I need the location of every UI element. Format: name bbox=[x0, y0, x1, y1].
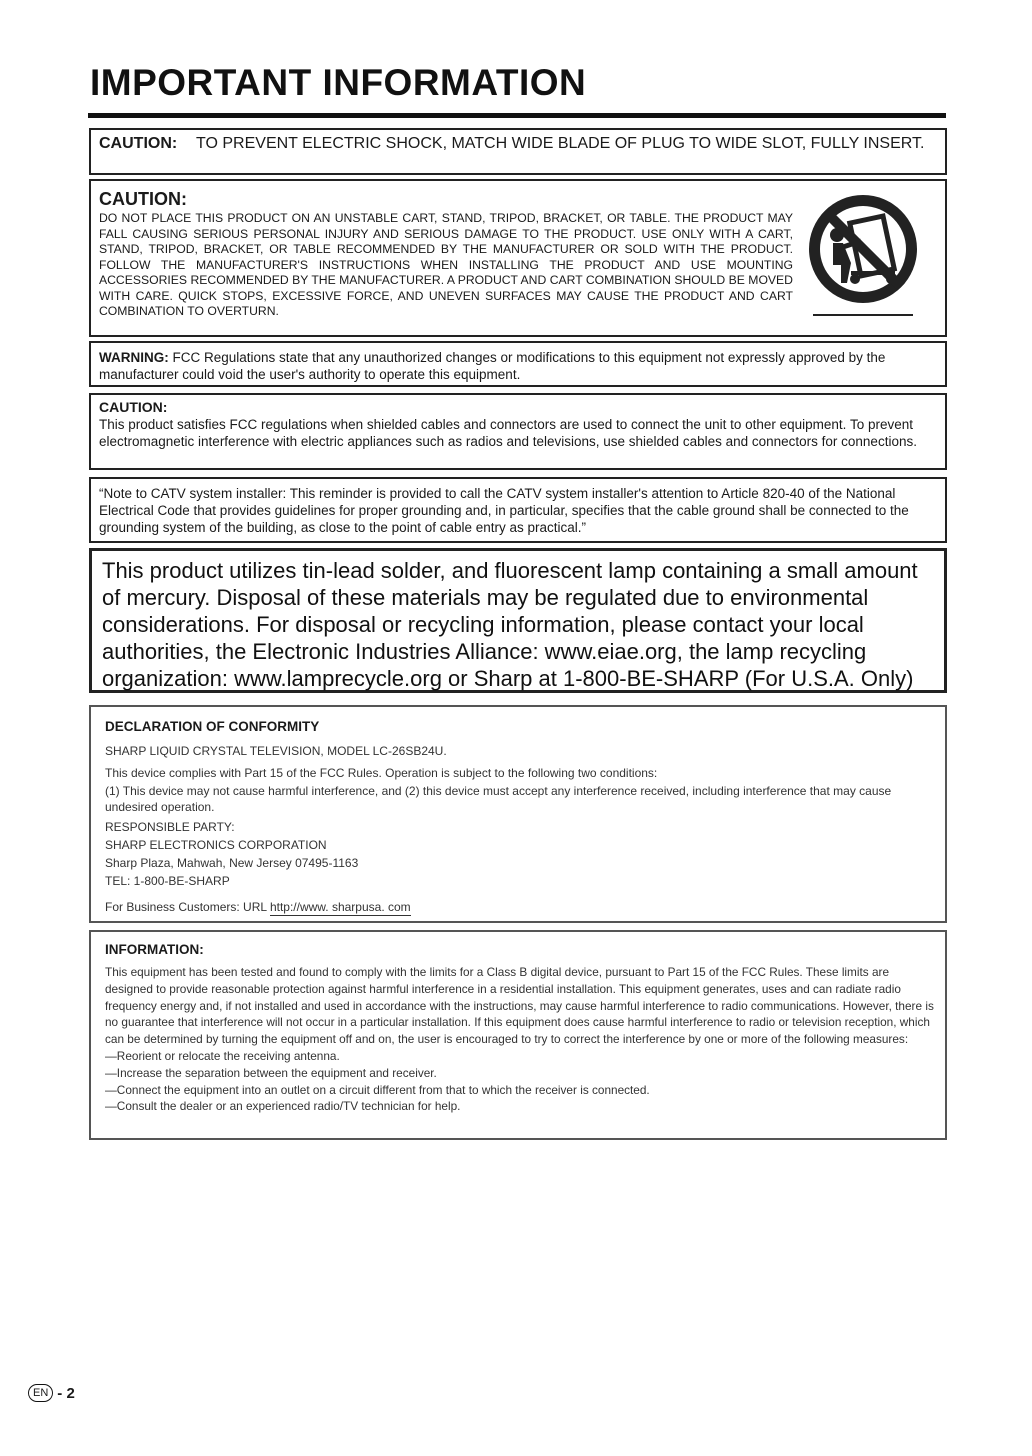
responsible-party-label: RESPONSIBLE PARTY: bbox=[105, 820, 235, 834]
caution-fcc-text: This product satisfies FCC regulations when shielded cables and connectors are used to connect the unit to other equipment. To prevent electromagnetic interference with electric appliances such as radios and televisions, use shielded cables and connectors for connections. bbox=[99, 417, 917, 449]
disposal-box bbox=[89, 548, 947, 693]
warning-box bbox=[89, 341, 947, 387]
declaration-heading: DECLARATION OF CONFORMITY bbox=[105, 719, 320, 734]
business-customers-line bbox=[105, 899, 925, 915]
caution-plug-box bbox=[89, 128, 947, 175]
page-title: IMPORTANT INFORMATION bbox=[90, 62, 587, 103]
warning-paragraph bbox=[99, 349, 935, 383]
information-paragraph: This equipment has been tested and found to comply with the limits for a Class B digital device, pursuant to Part 15 of the FCC Rules. These limits are designed to provide reasonable protection against harmful interference in a residential installation. This equipment generates, uses and can radiate radio frequency energy and, if not installed and used in accordance with the instructions, may cause harmful interference to radio communications. However, there is no guarantee that interference will not occur in a particular installation. If this equipment does cause harmful interference to radio or television reception, which can be determined by turning the equipment off and on, the user is encouraged to try to correct the interference by one or more of the following measures: bbox=[105, 965, 934, 1047]
measure-item: —Reorient or relocate the receiving antenna. bbox=[105, 1048, 340, 1063]
caution-fcc-box bbox=[89, 393, 947, 470]
caution-plug-text: TO PREVENT ELECTRIC SHOCK, MATCH WIDE BLADE OF PLUG TO WIDE SLOT, FULLY INSERT. bbox=[196, 135, 925, 152]
catv-note-text: “Note to CATV system installer: This reminder is provided to call the CATV system installer's attention to Article 820-40 of the National Electrical Code that provides guidelines for proper grounding and, in particular, specifies that the cable ground shall be connected to the grounding system of the building, as close to the point of cable entry as practical.” bbox=[99, 486, 909, 535]
cart-tip-over-warning-icon bbox=[803, 189, 923, 319]
warning-text: FCC Regulations state that any unauthorized changes or modifications to this equipment not expressly approved by the manufacturer could void the user's authority to operate this equipment. bbox=[99, 350, 886, 382]
language-en-badge: EN bbox=[28, 1384, 53, 1402]
caution-cart-text: DO NOT PLACE THIS PRODUCT ON AN UNSTABLE CART, STAND, TRIPOD, BRACKET, OR TABLE. THE PRODUCT MAY FALL CAUSING SERIOUS PERSONAL INJURY AND SERIOUS DAMAGE TO THE PRODUCT. USE ONLY WITH A CART, STAND, TRIPOD, BRACKET, OR TABLE RECOMMENDED BY THE MANUFACTURER OR SOLD WITH THE PRODUCT. FOLLOW THE MANUFACTURER'S INSTRUCTIONS WHEN INSTALLING THE PRODUCT AND USE MOUNTING ACCESSORIES RECOMMENDED BY THE MANUFACTURER. A PRODUCT AND CART COMBINATION SHOULD BE MOVED WITH CARE. QUICK STOPS, EXCESSIVE FORCE, AND UNEVEN SURFACES MAY CAUSE THE PRODUCT AND CART COMBINATION TO OVERTURN. bbox=[99, 211, 793, 318]
responsible-tel: TEL: 1-800-BE-SHARP bbox=[105, 874, 230, 888]
caution-cart-heading: CAUTION: bbox=[99, 189, 187, 209]
measure-item: —Increase the separation between the equipment and receiver. bbox=[105, 1065, 437, 1080]
responsible-company: SHARP ELECTRONICS CORPORATION bbox=[105, 838, 327, 852]
caution-fcc-heading: CAUTION: bbox=[99, 399, 168, 415]
measure-item: —Consult the dealer or an experienced radio/TV technician for help. bbox=[105, 1099, 461, 1114]
business-customers-prefix: For Business Customers: URL bbox=[105, 900, 270, 914]
disposal-text: This product utilizes tin-lead solder, and fluorescent lamp containing a small amount of mercury. Disposal of these materials may be regulated due to environmental considerations. For disposal or recycling information, please contact your local authorities, the Electronic Industries Alliance: www.eiae.org, the lamp recycling organization: www.lamprecycle.org or Sharp at 1-800-BE-SHARP (For U.S.A. Only) bbox=[102, 558, 918, 691]
information-heading: INFORMATION: bbox=[105, 942, 204, 957]
information-box bbox=[89, 930, 947, 1140]
measure-item: —Connect the equipment into an outlet on a circuit different from that to which the receiver is connected. bbox=[105, 1082, 650, 1097]
title-rule bbox=[88, 113, 946, 118]
catv-note-box bbox=[89, 477, 947, 543]
page-footer bbox=[28, 1384, 75, 1402]
information-body bbox=[105, 964, 935, 1115]
warning-label: WARNING: bbox=[99, 350, 169, 365]
declaration-conditions: (1) This device may not cause harmful interference, and (2) this device must accept any interference received, including interference that may cause undesired operation. bbox=[105, 784, 892, 814]
responsible-address: Sharp Plaza, Mahwah, New Jersey 07495-1163 bbox=[105, 856, 359, 870]
page-number: - 2 bbox=[57, 1384, 75, 1402]
caution-cart-box bbox=[89, 179, 947, 337]
declaration-model: SHARP LIQUID CRYSTAL TELEVISION, MODEL LC-26SB24U. bbox=[105, 744, 447, 758]
caution-plug-label: CAUTION: bbox=[99, 135, 178, 152]
declaration-complies: This device complies with Part 15 of the FCC Rules. Operation is subject to the following two conditions: bbox=[105, 766, 658, 780]
declaration-box bbox=[89, 705, 947, 923]
business-url-link[interactable]: http://www. sharpusa. com bbox=[269, 900, 411, 914]
